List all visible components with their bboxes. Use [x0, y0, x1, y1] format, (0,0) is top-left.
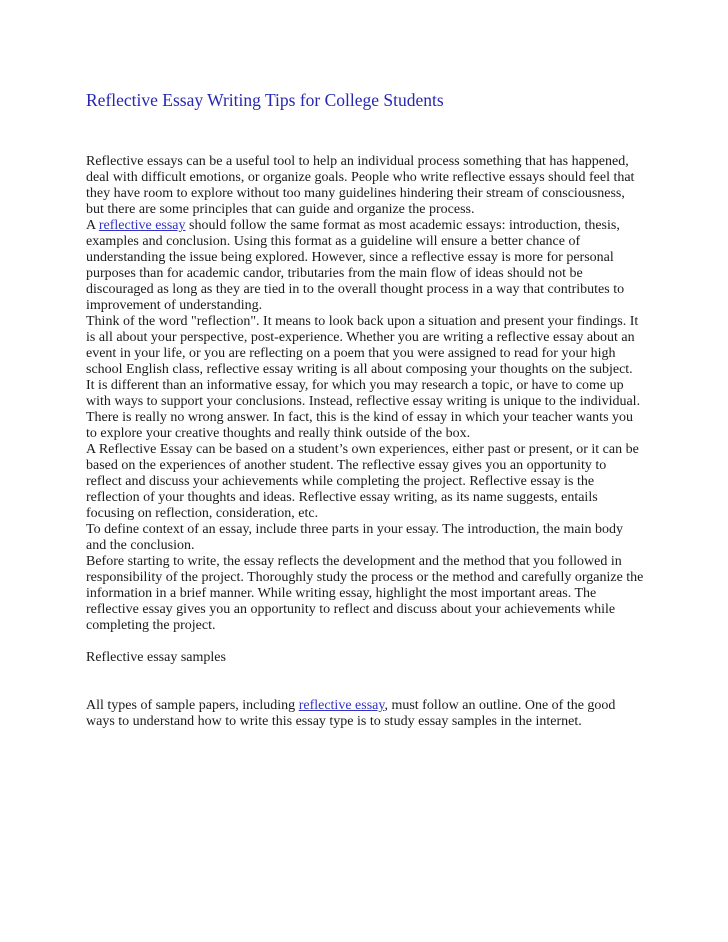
inline-link[interactable]: reflective essay — [298, 698, 385, 713]
document-body — [86, 154, 644, 730]
paragraph — [86, 154, 644, 218]
text-run: , must follow an outline. One of the good ways to understand how to write this essay type is to study essay samples in the internet. — [86, 698, 616, 729]
document-title: Reflective Essay Writing Tips for College Students — [86, 90, 444, 110]
paragraph — [86, 682, 644, 698]
paragraph — [86, 314, 644, 378]
text-run: Reflective essays can be a useful tool to help an individual process something that has happened, deal with difficult emotions, or organize goals. People who write reflective essays should feel that they have room to explore without too many guidelines hindering their stream of consciousness, but there are some principles that can guide and organize the process. — [86, 154, 635, 217]
paragraph — [86, 218, 644, 314]
text-run: should follow the same format as most academic essays: introduction, thesis, examples and conclusion. Using this format as a guideline will ensure a better chance of understanding the issue being explored. However, since a reflective essay is more for personal purposes than for academic candor, tributaries from the main flow of ideas should not be discouraged as long as they are tied in to the overall thought process in a way that contributes to improvement of understanding. — [86, 218, 625, 313]
paragraph — [86, 378, 644, 442]
paragraph — [86, 698, 644, 730]
paragraph — [86, 522, 644, 554]
inline-link[interactable]: reflective essay — [98, 218, 186, 233]
text-run: Think of the word "reflection". It means to look back upon a situation and present your findings. It is all about your perspective, post-experience. Whether you are writing a reflective essay about an event in your life, or you are reflecting on a poem that you were assigned to read for your high school English class, reflective essay writing is all about composing your thoughts on the subject. — [86, 314, 639, 377]
paragraph — [86, 554, 644, 634]
text-run: All types of sample papers, including — [86, 698, 299, 713]
text-run: A — [86, 218, 99, 233]
paragraph — [86, 650, 644, 666]
text-run: Reflective essay samples — [86, 650, 226, 665]
text-run: A Reflective Essay can be based on a student’s own experiences, either past or present, or it can be based on the experiences of another student. The reflective essay gives you an opportunity to reflect and discuss your achievements while completing the project. Reflective essay is the reflection of your thoughts and ideas. Reflective essay writing, as its name suggests, entails focusing on reflection, consideration, etc. — [86, 442, 639, 521]
text-run: It is different than an informative essay, for which you may research a topic, or have to come up with ways to support your conclusions. Instead, reflective essay writing is unique to the individual. There is really no wrong answer. In fact, this is the kind of essay in which your teacher wants you to explore your creative thoughts and really think outside of the box. — [86, 378, 641, 441]
text-run: Before starting to write, the essay reflects the development and the method that you followed in responsibility of the project. Thoroughly study the process or the method and carefully organize the information in a brief manner. While writing essay, highlight the most important areas. The reflective essay gives you an opportunity to reflect and discuss about your achievements while completing the project. — [86, 554, 644, 633]
paragraph — [86, 634, 644, 650]
paragraph — [86, 442, 644, 522]
text-run: To define context of an essay, include three parts in your essay. The introduction, the main body and the conclusion. — [86, 522, 623, 553]
paragraph — [86, 666, 644, 682]
